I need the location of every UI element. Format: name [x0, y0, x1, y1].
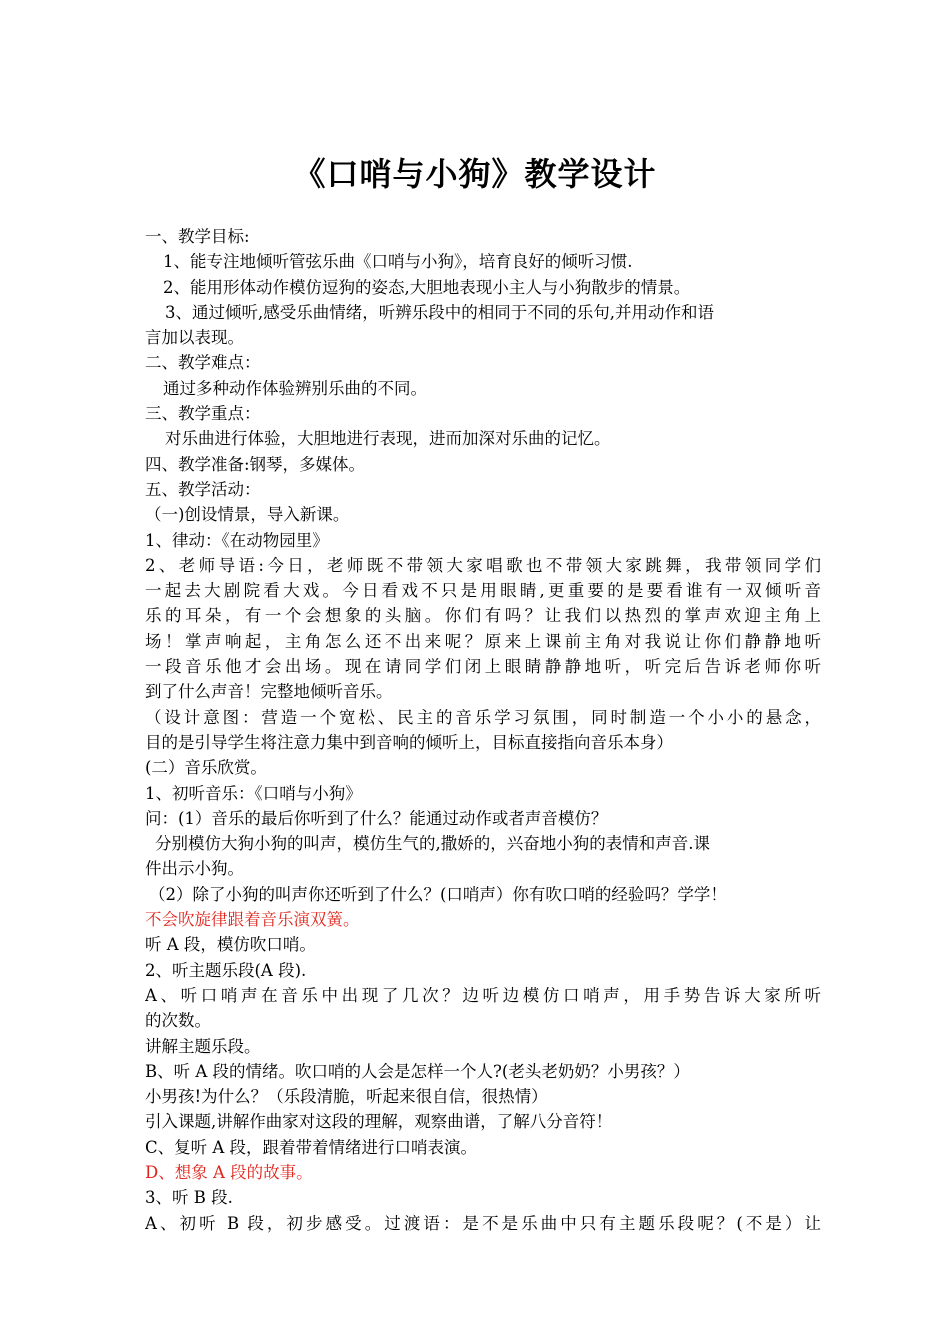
text-line: A、听口哨声在音乐中出现了几次？边听边模仿口哨声，用手势告诉大家所听 [145, 985, 821, 1005]
document-body [145, 224, 821, 1236]
text-line: D、想象 A 段的故事。 [145, 1162, 313, 1182]
text-line: A、初听 B 段，初步感受。过渡语：是不是乐曲中只有主题乐段呢？(不是）让 [145, 1213, 821, 1233]
text-line: 乐的耳朵，有一个会想象的头脑。你们有吗？让我们以热烈的掌声欢迎主角上 [145, 606, 821, 626]
text-line: 二、教学难点： [145, 353, 261, 373]
text-line: 2、老师导语:今日，老师既不带领大家唱歌也不带领大家跳舞，我带领同学们 [145, 555, 821, 575]
text-line: 2、听主题乐段(A 段). [145, 960, 307, 980]
text-line: 四、教学准备:钢琴，多媒体。 [145, 454, 366, 474]
text-line: 目的是引导学生将注意力集中到音响的倾听上，目标直接指向音乐本身） [145, 732, 673, 752]
text-line: 分别模仿大狗小狗的叫声，模仿生气的,撒娇的，兴奋地小狗的表情和声音.课 [155, 834, 710, 854]
text-line: 场！掌声响起，主角怎么还不出来呢？原来上课前主角对我说让你们静静地听 [145, 631, 821, 651]
text-line: 问：(1）音乐的最后你听到了什么？能通过动作或者声音模仿？ [145, 808, 608, 828]
text-line: 三、教学重点： [145, 404, 261, 424]
text-line: 言加以表现。 [145, 328, 244, 348]
document-title: 《口哨与小狗》教学设计 [293, 155, 657, 193]
text-line: 的次数。 [145, 1011, 211, 1031]
text-line: 1、初听音乐：《口哨与小狗》 [145, 783, 362, 803]
text-line: 3、听 B 段. [145, 1188, 233, 1208]
text-line: 小男孩!为什么？（乐段清脆，听起来很自信，很热情） [145, 1087, 548, 1107]
text-line: 件出示小狗。 [145, 859, 244, 879]
text-line: 通过多种动作体验辨别乐曲的不同。 [163, 378, 427, 398]
text-line: B、听 A 段的情绪。吹口哨的人会是怎样一个人?(老头老奶奶？小男孩？） [145, 1061, 690, 1081]
text-line: C、复听 A 段，跟着带着情绪进行口哨表演。 [145, 1137, 478, 1157]
text-line: 引入课题,讲解作曲家对这段的理解，观察曲谱，了解八分音符！ [145, 1112, 613, 1132]
text-line: 听 A 段，模仿吹口哨。 [145, 935, 316, 955]
text-line: 五、教学活动： [145, 479, 261, 499]
text-line: 一起去大剧院看大戏。今日看戏不只是用眼睛,更重要的是要看谁有一双倾听音 [145, 581, 821, 601]
text-line: 一、教学目标: [145, 227, 250, 246]
text-line: 一段音乐他才会出场。现在请同学们闭上眼睛静静地听，听完后告诉老师你听 [145, 657, 821, 677]
text-line: 不会吹旋律跟着音乐演双簧。 [145, 910, 360, 930]
text-line: (二）音乐欣赏。 [145, 758, 267, 778]
text-line: （设计意图：营造一个宽松、民主的音乐学习氛围，同时制造一个小小的悬念， [145, 707, 821, 727]
text-line: 1、能专注地倾听管弦乐曲《口哨与小狗》，培育良好的倾听习惯. [163, 252, 633, 272]
text-line: 到了什么声音！完整地倾听音乐。 [145, 682, 393, 702]
text-line: 对乐曲进行体验，大胆地进行表现，进而加深对乐曲的记忆。 [165, 429, 611, 449]
text-line: 2、能用形体动作模仿逗狗的姿态,大胆地表现小主人与小狗散步的情景。 [163, 277, 691, 297]
text-line: 讲解主题乐段。 [145, 1036, 261, 1056]
text-line: （2）除了小狗的叫声你还听到了什么？(口哨声）你有吹口哨的经验吗？学学！ [149, 884, 727, 904]
text-line: 3、通过倾听,感受乐曲情绪，听辨乐段中的相同于不同的乐句,并用动作和语 [165, 302, 714, 322]
text-line: 1、律动：《在动物园里》 [145, 530, 329, 550]
text-line: （一)创设情景，导入新课。 [145, 505, 350, 525]
